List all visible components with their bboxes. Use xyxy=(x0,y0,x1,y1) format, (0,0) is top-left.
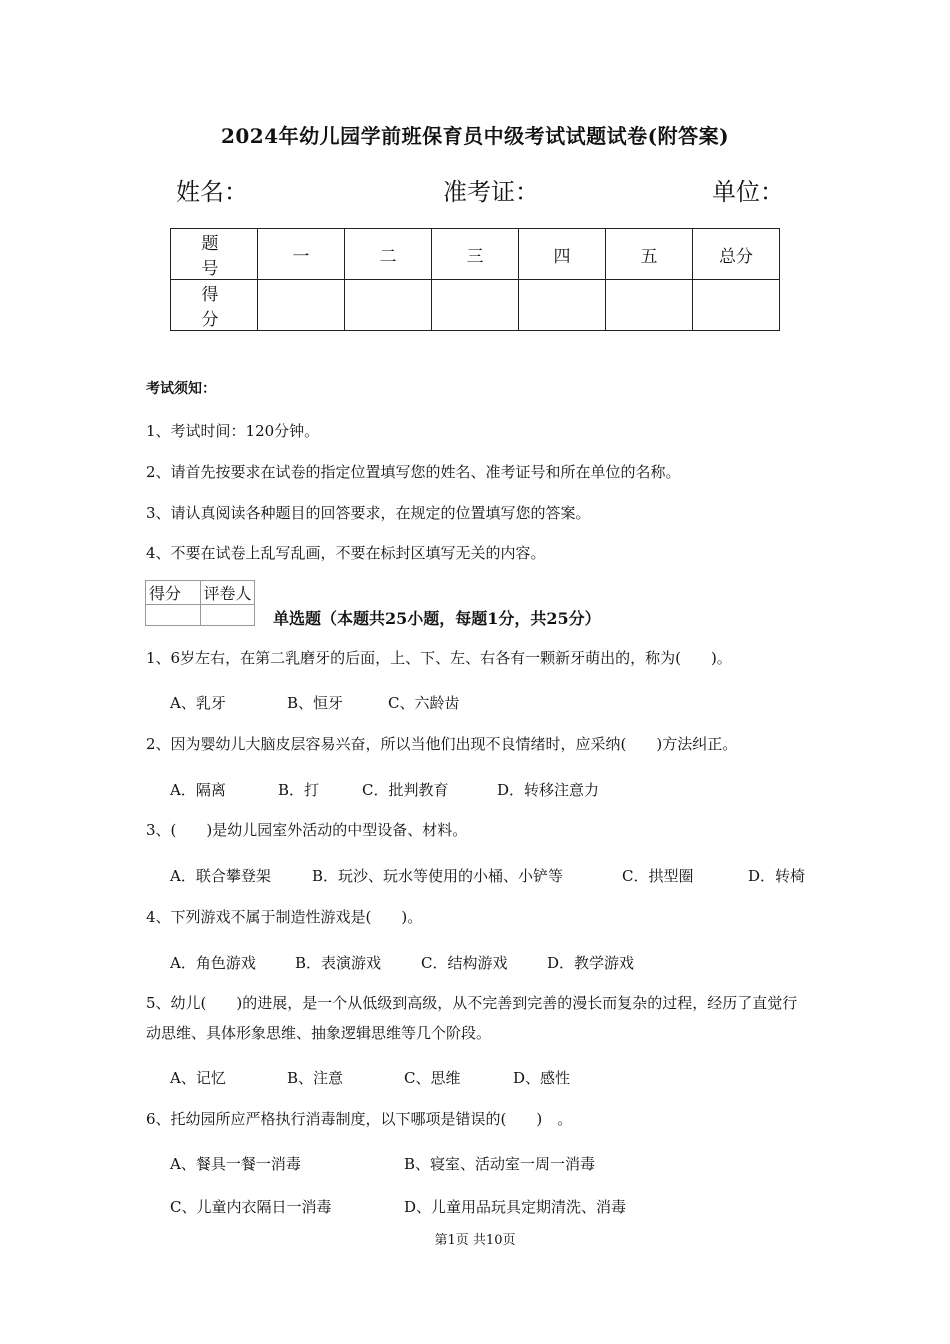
question-stem: 5、幼儿( )的进展，是一个从低级到高级，从不完善到完善的漫长而复杂的过程，经历了直觉行动思维、具体形象思维、抽象逻辑思维等几个阶段。 xyxy=(146,994,798,1042)
question-option: B．打 xyxy=(278,781,320,799)
question-option: B．玩沙、玩水等使用的小桶、小铲等 xyxy=(312,867,564,885)
question-option: B、注意 xyxy=(287,1069,344,1087)
name-label: 姓名： xyxy=(176,178,248,206)
grader-name-cell[interactable] xyxy=(200,605,255,626)
question-option: A、餐具一餐一消毒 xyxy=(170,1155,301,1173)
question-option: D．转移注意力 xyxy=(497,781,600,799)
section-title: 单选题（本题共25小题，每题1分，共25分） xyxy=(273,609,601,628)
question-stem: 4、下列游戏不属于制造性游戏是( )。 xyxy=(146,908,423,926)
question-option: D．教学游戏 xyxy=(547,954,635,972)
grader-name-label: 评卷人 xyxy=(200,581,255,605)
score-table-header-label: 题 号 xyxy=(171,229,258,280)
score-cell[interactable] xyxy=(345,280,432,331)
question-stem: 6、托幼园所应严格执行消毒制度，以下哪项是错误的( ) 。 xyxy=(146,1110,573,1128)
score-table-row-label: 得 分 xyxy=(171,280,258,331)
question-option: B．表演游戏 xyxy=(295,954,382,972)
grader-box xyxy=(145,580,255,626)
unit-label: 单位： xyxy=(712,178,784,206)
notice-item: 1、考试时间：120分钟。 xyxy=(146,422,320,440)
question-option: A．联合攀登架 xyxy=(170,867,271,885)
question-stem: 1、6岁左右，在第二乳磨牙的后面，上、下、左、右各有一颗新牙萌出的，称为( )。 xyxy=(146,649,732,667)
score-table-col-3: 三 xyxy=(432,229,519,280)
question-option: C．结构游戏 xyxy=(421,954,508,972)
question-option: D．转椅 xyxy=(748,867,806,885)
notice-item: 3、请认真阅读各种题目的回答要求，在规定的位置填写您的答案。 xyxy=(146,504,591,522)
question-option: B、寝室、活动室一周一消毒 xyxy=(404,1155,596,1173)
score-table-col-2: 二 xyxy=(345,229,432,280)
question-option: C．拱型圈 xyxy=(622,867,694,885)
exam-id-label: 准考证： xyxy=(443,178,539,206)
question-option: A．隔离 xyxy=(170,781,226,799)
score-table-score-row xyxy=(171,280,780,331)
question-option: D、感性 xyxy=(513,1069,571,1087)
notice-item: 4、不要在试卷上乱写乱画，不要在标封区填写无关的内容。 xyxy=(146,544,546,562)
page-title: 2024年幼儿园学前班保育员中级考试试题试卷(附答案) xyxy=(220,124,730,148)
page-footer: 第1页 共10页 xyxy=(434,1233,516,1248)
question-option: A、乳牙 xyxy=(170,694,226,712)
notice-title: 考试须知： xyxy=(146,381,216,397)
score-table-col-1: 一 xyxy=(258,229,345,280)
score-cell-total[interactable] xyxy=(693,280,780,331)
question-option: C、儿童内衣隔日一消毒 xyxy=(170,1198,332,1216)
score-cell[interactable] xyxy=(432,280,519,331)
question-option: B、恒牙 xyxy=(287,694,344,712)
question-stem: 3、( )是幼儿园室外活动的中型设备、材料。 xyxy=(146,821,468,839)
score-cell[interactable] xyxy=(519,280,606,331)
question-option: C、六龄齿 xyxy=(388,694,460,712)
question-option: C、思维 xyxy=(404,1069,461,1087)
question-stem: 2、因为婴幼儿大脑皮层容易兴奋，所以当他们出现不良情绪时，应采纳( )方法纠正。 xyxy=(146,735,738,753)
question-option: D、儿童用品玩具定期清洗、消毒 xyxy=(404,1198,627,1216)
score-table-col-4: 四 xyxy=(519,229,606,280)
question-option: A、记忆 xyxy=(170,1069,226,1087)
question-option: C．批判教育 xyxy=(362,781,449,799)
grader-score-cell[interactable] xyxy=(146,605,201,626)
question-option: A．角色游戏 xyxy=(170,954,256,972)
grader-score-label: 得分 xyxy=(146,581,201,605)
notice-item: 2、请首先按要求在试卷的指定位置填写您的姓名、准考证号和所在单位的名称。 xyxy=(146,463,681,481)
score-cell[interactable] xyxy=(606,280,693,331)
score-table-header-row xyxy=(171,229,780,280)
score-table-col-5: 五 xyxy=(606,229,693,280)
score-table xyxy=(170,228,780,331)
score-table-col-total: 总分 xyxy=(693,229,780,280)
